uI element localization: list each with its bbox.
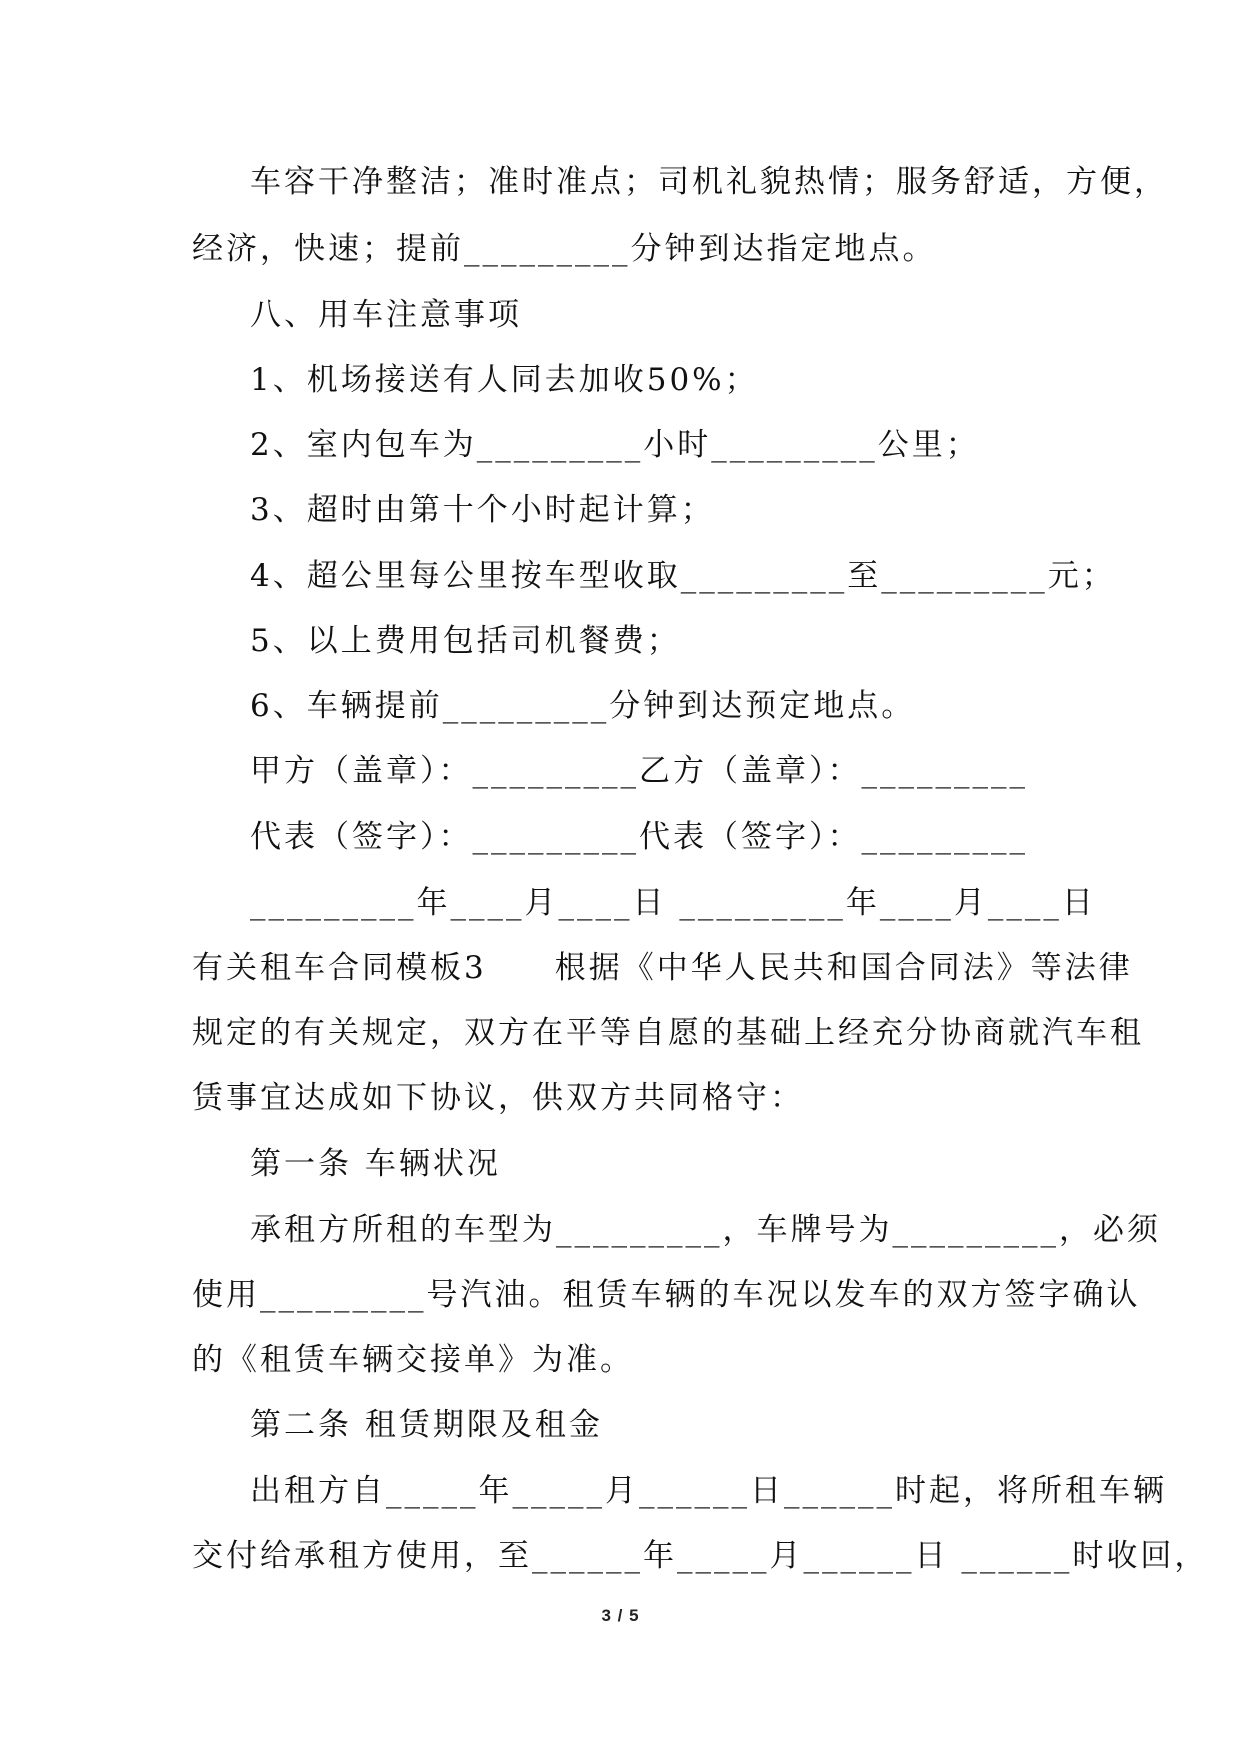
signature-line-representative: 代表（签字）：_________代表（签字）：_________ xyxy=(250,819,1028,855)
paragraph-line: 车容干净整洁；准时准点；司机礼貌热情；服务舒适，方便， xyxy=(250,164,1168,200)
article-heading: 第二条 租赁期限及租金 xyxy=(250,1407,603,1443)
page-number: 3 / 5 xyxy=(601,1606,640,1625)
list-item: 4、超公里每公里按车型收取_________至_________元； xyxy=(250,558,1116,594)
paragraph-line: 经济，快速；提前_________分钟到达指定地点。 xyxy=(192,231,937,267)
paragraph-line: 承租方所租的车型为_________，车牌号为_________，必须 xyxy=(250,1212,1161,1248)
list-item: 2、室内包车为_________小时_________公里； xyxy=(250,427,980,463)
paragraph-line: 出租方自_____年_____月______日______时起，将所租车辆 xyxy=(250,1473,1167,1509)
list-item: 6、车辆提前_________分钟到达预定地点。 xyxy=(250,688,916,724)
article-heading: 第一条 车辆状况 xyxy=(250,1146,501,1182)
paragraph-line: 有关租车合同模板3 根据《中华人民共和国合同法》等法律 xyxy=(192,950,1133,986)
paragraph-line: 规定的有关规定，双方在平等自愿的基础上经充分协商就汽车租 xyxy=(192,1015,1144,1051)
paragraph-line: 赁事宜达成如下协议，供双方共同格守： xyxy=(192,1080,804,1116)
list-item: 1、机场接送有人同去加收50%； xyxy=(250,362,759,398)
list-item: 5、以上费用包括司机餐费； xyxy=(250,623,681,659)
paragraph-line: 交付给承租方使用，至______年_____月______日 ______时收回， xyxy=(192,1538,1209,1574)
section-heading: 八、用车注意事项 xyxy=(250,297,522,333)
list-item: 3、超时由第十个小时起计算； xyxy=(250,492,715,528)
paragraph-line: 的《租赁车辆交接单》为准。 xyxy=(192,1342,634,1378)
signature-date-line: _________年____月____日 _________年____月____日 xyxy=(250,885,1096,921)
paragraph-line: 使用_________号汽油。租赁车辆的车况以发车的双方签字确认 xyxy=(192,1277,1141,1313)
signature-line-seal: 甲方（盖章）：_________乙方（盖章）：_________ xyxy=(250,753,1028,789)
